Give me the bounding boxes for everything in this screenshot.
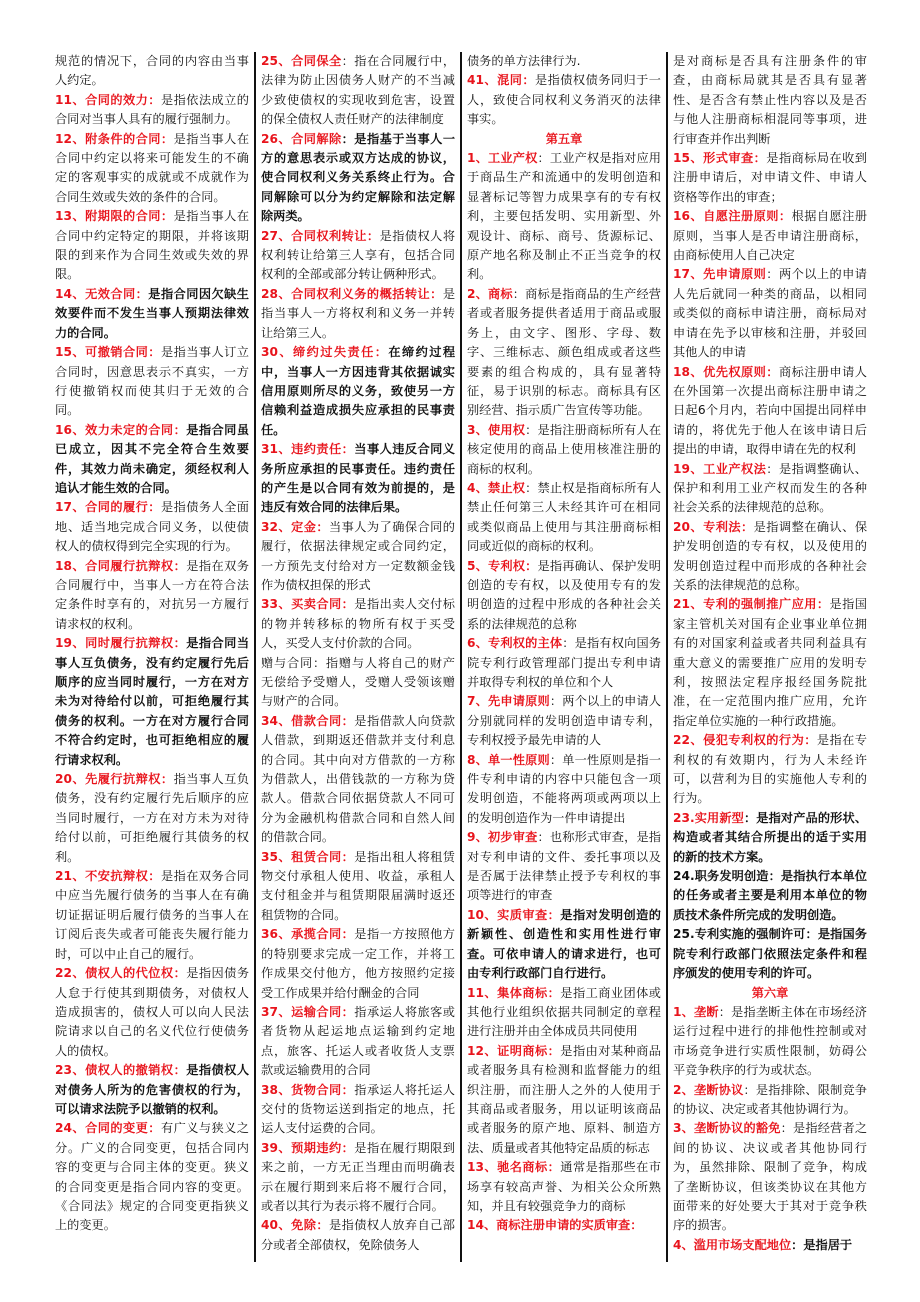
entry-term: 13、驰名商标： <box>467 1160 561 1175</box>
column-container <box>52 52 872 1262</box>
glossary-entry <box>673 52 867 149</box>
entry-term: 20、专利法： <box>673 519 754 534</box>
glossary-entry <box>467 984 661 1042</box>
glossary-entry <box>261 654 455 712</box>
entry-definition: ：指在合同履行中，法律为防止因债务人财产的不当减少致使债权的实现收到危害，设置的保全债权人责任财产的法律制度 <box>261 54 456 127</box>
entry-definition: 有广义与狭义之分。广义的合同变更，包括合同内容的变更与合同主体的变更。狭义的合同变更是指合同内容的变更。《合同法》规定的合同变更指狭义上的变更。 <box>55 1121 249 1233</box>
chapter-heading: 第六章 <box>751 985 789 1000</box>
entry-definition: ：是指注册商标所有人在核定使用的商品上使用核准注册的商标的权利。 <box>467 422 662 476</box>
entry-definition: ：也称形式审查，是指对专利申请的文件、委托事项以及是否属于法律禁止授予专利权的事项等进行的审查 <box>467 830 661 903</box>
glossary-entry <box>673 731 867 809</box>
entry-term: 20、先履行抗辩权： <box>55 772 174 787</box>
glossary-entry <box>55 770 249 867</box>
glossary-entry <box>467 1042 661 1158</box>
entry-term: 16、效力未定的合同： <box>55 422 187 437</box>
entry-definition: ：两个以上的申请人分别就同样的发明创造申请专利，专利权授予最先申请的人 <box>467 694 662 748</box>
glossary-entry <box>261 925 455 1003</box>
glossary-entry <box>55 634 249 770</box>
entry-definition: ：是指居于 <box>791 1237 853 1252</box>
entry-definition: 是指在双务合同中应当先履行债务的当事人在有确切证据证明后履行债务的当事人在订阅后丧失或者可能丧失履行能力时，可以中止自己的履行。 <box>55 869 249 961</box>
entry-definition: 是指当事人在合同中约定以将来可能发生的不确定的客观事实的成就或不成就作为合同生效或失效的条件的合同。 <box>55 131 250 204</box>
entry-term: 16、自愿注册原则： <box>673 209 792 224</box>
entry-definition: 是指债务人全面地、适当地完成合同义务，以使债权人的债权得到完全实现的行为。 <box>55 500 249 554</box>
entry-term: 4、滥用市场支配地位 <box>673 1237 792 1252</box>
entry-definition: ：是指对产品的形状、构造或者其结合所提出的适于实用的新的技术方案。 <box>673 810 868 864</box>
entry-definition: 是指合同当事人互负债务，没有约定履行先后顺序的应当同时履行，一方在对方未为对待给付以前，可拒绝履行其债务的权利。一方在对方履行合同不符合约定时，也可拒绝相应的履行请求权利。 <box>55 636 250 767</box>
entry-term: 32、定金： <box>261 519 329 534</box>
glossary-entry <box>55 867 249 964</box>
entry-definition: 是指在履行期限到来之前，一方无正当理由而明确表示在履行期到来后将不履行合同，或者以其行为表示将不履行合同。 <box>261 1140 455 1213</box>
entry-term: 8、单一性原则 <box>467 752 550 767</box>
entry-term: 3、使用权 <box>467 422 526 437</box>
entry-term: 39、预期违约： <box>261 1140 355 1155</box>
entry-term: 17、先申请原则 <box>673 267 767 282</box>
entry-definition: 是指债权人放弃自己部分或者全部债权，免除债务人 <box>261 1218 455 1252</box>
glossary-entry <box>467 71 661 129</box>
entry-definition: 当事人违反合同义务所应承担的民事责任。违约责任的产生是以合同有效为前提的，是违反有效合同的法律后果。 <box>261 442 455 515</box>
entry-term: 18、优先权原则： <box>673 364 779 379</box>
entry-term: 27、合同权利转让： <box>261 228 380 243</box>
entry-definition: 是指当事人订立合同时，因意思表示不真实，一方行使撤销权而使其归于无效的合同。 <box>55 345 249 418</box>
entry-term: 19、同时履行抗辩权： <box>55 636 187 651</box>
entry-definition: 是指出卖人交付标的物并转移标的物所有权于买受人，买受人支付价款的合同。 <box>261 597 455 651</box>
entry-term: 7、先申请原则 <box>467 694 550 709</box>
glossary-entry <box>261 712 455 848</box>
glossary-entry <box>673 265 867 362</box>
entry-definition: 债务的单方法律行为. <box>467 54 581 68</box>
glossary-entry <box>467 557 661 635</box>
glossary-entry <box>467 1158 661 1216</box>
glossary-entry <box>55 285 249 343</box>
glossary-entry <box>673 809 867 867</box>
glossary-entry <box>467 692 661 750</box>
entry-definition: 是指在双务合同履行中，当事人一方在符合法定条件时享有的，对抗另一方履行请求权的权利。 <box>55 558 250 631</box>
entry-definition: 是指国家主管机关对国有企业事业单位拥有的对国家利益或者共同利益具有重大意义的需要推广应用的发明专利，按照法定程序报经国务院批准，在一定范围内推广应用，允许指定单位实施的一种行政措施。 <box>673 597 867 728</box>
entry-term: 4、禁止权 <box>467 480 526 495</box>
entry-definition: ：两个以上的申请人先后就同一种类的商品，以相同或类似的商标申请注册，商标局对申请在先予以审核和注册，并驳回其他人的申请 <box>673 267 867 360</box>
entry-definition: 商标注册申请人在外国第一次提出商标注册申请之日起6个月内，若向中国提出同样申请的，将优先于他人在该申请日后提出的申请，取得申请在先的权利 <box>673 364 867 457</box>
glossary-entry <box>55 207 249 285</box>
entry-term: 26、合同解除 <box>261 131 342 146</box>
entry-term: 37、运输合同： <box>261 1004 355 1019</box>
entry-term: 11、合同的效力： <box>55 92 161 107</box>
entry-definition: ：是指基于当事人一方的意思表示或双方达成的协议，使合同权利义务关系终止行为。合同解除可以分为约定解除和法定解除两类。 <box>261 131 456 224</box>
entry-definition: 根据自愿注册原则，当事人是否申请注册商标，由商标使用人自己决定 <box>673 209 868 263</box>
entry-definition: 是指当事人在合同中约定特定的期限，并将该期限的到来作为合同生效或失效的界限。 <box>55 209 250 282</box>
entry-term: 2、商标 <box>467 286 513 301</box>
entry-definition: 是指商标局在收到注册申请后，对申请文件、申请人资格等作出的审查； <box>673 151 867 204</box>
entry-term: 35、租赁合同： <box>261 849 355 864</box>
entry-term: 23.实用新型 <box>673 810 744 825</box>
entry-term: 14、无效合同： <box>55 286 149 301</box>
entry-definition: 24.职务发明创造：是指执行本单位的任务或者主要是利用本单位的物质技术条件所完成的发明创造。 <box>673 869 867 922</box>
glossary-entry <box>673 867 867 925</box>
glossary-entry <box>55 557 249 635</box>
entry-definition: ：是指有权向国务院专利行政管理部门提出专利申请并取得专利权的单位和个人 <box>467 636 661 689</box>
glossary-entry <box>673 518 867 596</box>
chapter-heading: 第五章 <box>545 131 583 146</box>
glossary-entry <box>261 595 455 653</box>
entry-definition: 指当事人互负债务，没有约定履行先后顺序的应当同时履行，一方在对方未为对待给付以前，可拒绝履行其债务的权利。 <box>55 772 250 864</box>
entry-definition: 是指合同因欠缺生效要件而不发生当事人预期法律效力的合同。 <box>55 286 249 340</box>
entry-definition: 是指依法成立的合同对当事人具有的履行强制力。 <box>55 92 249 127</box>
entry-term: 1、垄断 <box>673 1004 719 1019</box>
glossary-entry <box>261 1003 455 1081</box>
glossary-entry <box>467 751 661 829</box>
entry-definition: ：工业产权是指对应用于商品生产和流通中的发明创造和显著标记等智力成果享有的专有权利，主要包括发明、实用新型、外观设计、商标、商号、货源标记、原产地名称及制止不正当竞争的权利。 <box>467 151 661 282</box>
entry-definition: 赠与合同：指赠与人将自己的财产无偿给予受赠人，受赠人受领该赠与财产的合同。 <box>261 655 455 709</box>
entry-term: 10、实质审查： <box>467 907 561 922</box>
entry-term: 41、混同： <box>467 73 535 88</box>
column-1 <box>52 52 254 1262</box>
glossary-entry <box>467 634 661 692</box>
entry-definition: ：单一性原则是指一件专利申请的内容中只能包含一项发明创造，不能将两项或两项以上的发明创造作为一件申请提出 <box>467 752 662 825</box>
entry-term: 25、合同保全 <box>261 54 342 68</box>
glossary-entry <box>261 1216 455 1255</box>
glossary-entry <box>261 440 455 518</box>
entry-term: 22、侵犯专利权的行为： <box>673 733 817 748</box>
glossary-entry <box>467 906 661 984</box>
glossary-entry <box>261 285 455 343</box>
entry-term: 22、债权人的代位权： <box>55 966 187 981</box>
entry-term: 11、集体商标： <box>467 985 561 1000</box>
entry-definition: 是指因债务人怠于行使其到期债务，对债权人造成损害的，债权人可以向人民法院请求以自己的名义代位行使债务人的债权。 <box>55 966 250 1058</box>
glossary-entry <box>467 828 661 906</box>
glossary-entry <box>261 227 455 285</box>
entry-definition: 是指一方按照他方的特别要求完成一定工作，并将工作成果交付他方，他方按照约定接受工作成果并给付酬金的合同 <box>261 927 455 1000</box>
glossary-entry <box>261 518 455 596</box>
entry-term: 12、附条件的合同： <box>55 131 174 146</box>
entry-definition: 是指在专利权的有效期内，行为人未经许可，以营利为目的实施他人专利的行为。 <box>673 733 867 806</box>
entry-term: 38、货物合同： <box>261 1082 355 1097</box>
glossary-entry <box>55 498 249 556</box>
glossary-entry <box>467 52 661 71</box>
entry-definition: 是指债权债务同归于一人，致使合同权利义务消灭的法律事实。 <box>467 73 661 127</box>
entry-term: 28、合同权利义务的概括转让： <box>261 286 443 301</box>
entry-definition: 指承运人将旅客或者货物从起运地点运输到约定地点，旅客、托运人或者收货人支票款或运输费用的合同 <box>261 1004 455 1078</box>
entry-definition: 当事人为了确保合同的履行，依据法律规定或合同约定，一方预先支付给对方一定数额金钱作为债权担保的形式 <box>261 519 455 592</box>
glossary-entry <box>673 460 867 518</box>
entry-definition: 规范的情况下，合同的内容由当事人约定。 <box>55 54 249 88</box>
entry-term: 31、违约责任： <box>261 442 355 457</box>
glossary-entry <box>55 1061 249 1119</box>
entry-definition: ：商标是指商品的生产经营者或者服务提供者适用于商品或服务上，由文字、图形、字母、数字、三维标志、颜色组成或者这些要素的组合构成的，具有显著特征，易于识别的标志。商标具有区别经营、指示质广告宣传等功能。 <box>467 286 661 418</box>
glossary-entry <box>261 848 455 926</box>
entry-term: 33、买卖合同： <box>261 597 355 612</box>
entry-definition: 在缔约过程中，当事人一方因违背其依据诚实信用原则所尽的义务，致使另一方信赖利益造成损失应承担的民事责任。 <box>261 345 456 437</box>
entry-definition: ：是指垄断主体在市场经济运行过程中进行的排他性控制或对市场竞争进行实质性限制，妨碍公平竞争秩序的行为或状态。 <box>673 1004 867 1078</box>
entry-term: 30、缔约过失责任： <box>261 345 389 360</box>
glossary-entry <box>261 343 455 440</box>
glossary-entry <box>673 1081 867 1120</box>
entry-term: 2、垄断协议 <box>673 1082 744 1097</box>
glossary-entry <box>467 149 661 285</box>
entry-term: 13、附期限的合同： <box>55 209 174 224</box>
entry-definition: 是对商标是否具有注册条件的审查，由商标局就其是否具有显著性、是否含有禁止性内容以及是否与他人注册商标相混同等事项，进行审查并作出判断 <box>673 54 867 146</box>
entry-definition: 指承运人将托运人交付的货物运送到指定的地点，托运人支付运费的合同。 <box>261 1082 455 1136</box>
entry-term: 18、合同履行抗辩权： <box>55 558 187 573</box>
entry-term: 15、可撤销合同： <box>55 345 161 360</box>
glossary-entry <box>673 1236 867 1255</box>
glossary-entry <box>673 595 867 731</box>
entry-term: 24、合同的变更： <box>55 1121 161 1136</box>
entry-term: 6、专利权的主体 <box>467 636 563 651</box>
entry-term: 19、工业产权法 <box>673 461 767 476</box>
entry-definition: 是指再确认、保护发明创造的专有权，以及使用专有的发明创造的过程中形成的各种社会关系的法律规范的总称 <box>467 558 661 631</box>
entry-term: 1、工业产权 <box>467 151 538 166</box>
column-3 <box>460 52 666 1262</box>
entry-term: 5、专利权： <box>467 558 538 573</box>
glossary-entry <box>55 421 249 499</box>
glossary-entry <box>55 91 249 130</box>
entry-term: 14、商标注册申请的实质审查： <box>467 1218 643 1233</box>
entry-definition: 是指借款人向贷款人借款，到期返还借款并支付利息的合同。其中向对方借款的一方称为借款人，出借钱款的一方称为贷款人。借款合同依据贷款人不同可分为金融机构借款合同和自然人间的借款合同。 <box>261 713 455 845</box>
glossary-entry <box>467 1216 661 1235</box>
entry-term: 34、借款合同： <box>261 713 355 728</box>
entry-definition: 是指债权人将权利转让给第三人享有，包括合同权利的全部或部分转让俩种形式。 <box>261 228 456 282</box>
entry-term: 40、免除： <box>261 1218 329 1233</box>
entry-definition: 是指由对某种商品或者服务具有检测和监督能力的组织注册，而注册人之外的人使用于其商品或者服务，用以证明该商品或者服务的原产地、原料、制造方法、质量或者其他特定品质的标志 <box>467 1043 661 1155</box>
entry-definition: 是指当事人一方将权利和义务一并转让给第三人。 <box>261 286 455 340</box>
glossary-entry <box>261 130 455 227</box>
entry-definition: ：禁止权是指商标所有人禁止任何第三人未经其许可在相同或类似商品上使用与其注册商标相同或近似的商标的权利。 <box>467 480 662 554</box>
entry-definition: 是指工商业团体或其他行业组织依据共同制定的章程进行注册并由全体成员共同使用 <box>467 985 661 1039</box>
column-4 <box>666 52 872 1262</box>
glossary-entry <box>55 964 249 1061</box>
column-2 <box>254 52 460 1262</box>
entry-term: 9、初步审查 <box>467 830 538 845</box>
glossary-entry <box>55 52 249 91</box>
glossary-entry <box>467 421 661 479</box>
entry-term: 21、专利的强制推广应用： <box>673 597 830 612</box>
entry-definition: 是指调整在确认、保护发明创造的专有权，以及使用的发明创造过程中而形成的各种社会关系的法律规范的总称。 <box>673 519 868 592</box>
entry-definition: 是指对发明创造的新颖性、创造性和实用性进行审查。可依申请人的请求进行，也可由专利行政部门自行进行。 <box>467 907 661 981</box>
glossary-entry <box>55 343 249 421</box>
entry-definition: ：是指调整确认、保护和利用工业产权而发生的各种社会关系的法律规范的总称。 <box>673 461 867 515</box>
glossary-entry <box>467 285 661 421</box>
glossary-entry <box>673 1003 867 1081</box>
entry-term: 23、债权人的撤销权： <box>55 1063 187 1078</box>
entry-term: 12、证明商标： <box>467 1043 561 1058</box>
glossary-entry <box>673 363 867 460</box>
entry-definition: 通常是指那些在市场享有较高声誉、为相关公众所熟知，并且有较强竞争力的商标 <box>467 1160 661 1213</box>
glossary-entry <box>673 1119 867 1235</box>
entry-definition: 是指出租人将租赁物交付承租人使用、收益，承租人支付租金并与租赁期限届满时返还租赁物的合同。 <box>261 849 455 922</box>
glossary-entry <box>55 130 249 208</box>
entry-definition: ：是指经营者之间的协议、决议或者其他协同行为，虽然排除、限制了竞争，构成了垄断协议，但该类协议在其他方面带来的好处要大于其对于竞争秩序的损害。 <box>673 1121 868 1233</box>
glossary-entry <box>261 1081 455 1139</box>
entry-definition: ：是指排除、限制竞争的协议、决定或者其他协调行为。 <box>673 1082 867 1116</box>
glossary-entry <box>261 1139 455 1217</box>
entry-term: 3、垄断协议的豁免 <box>673 1121 781 1136</box>
glossary-entry <box>673 925 867 983</box>
glossary-entry <box>673 207 867 265</box>
glossary-entry <box>55 1119 249 1235</box>
entry-definition: 是指合同虽已成立，因其不完全符合生效要件，其效力尚未确定，须经权利人追认才能生效的合同。 <box>55 422 250 495</box>
glossary-entry <box>467 479 661 557</box>
entry-term: 36、承揽合同： <box>261 927 355 942</box>
entry-term: 15、形式审查： <box>673 151 767 166</box>
entry-definition: 25.专利实施的强制许可：是指国务院专利行政部门依照法定条件和程序颁发的使用专利的许可。 <box>673 927 867 981</box>
entry-definition: 是指债权人对债务人所为的危害债权的行为，可以请求法院予以撤销的权利。 <box>55 1063 250 1116</box>
entry-term: 17、合同的履行： <box>55 500 161 515</box>
glossary-entry <box>673 149 867 207</box>
glossary-entry <box>261 52 455 130</box>
entry-term: 21、不安抗辩权： <box>55 869 161 884</box>
